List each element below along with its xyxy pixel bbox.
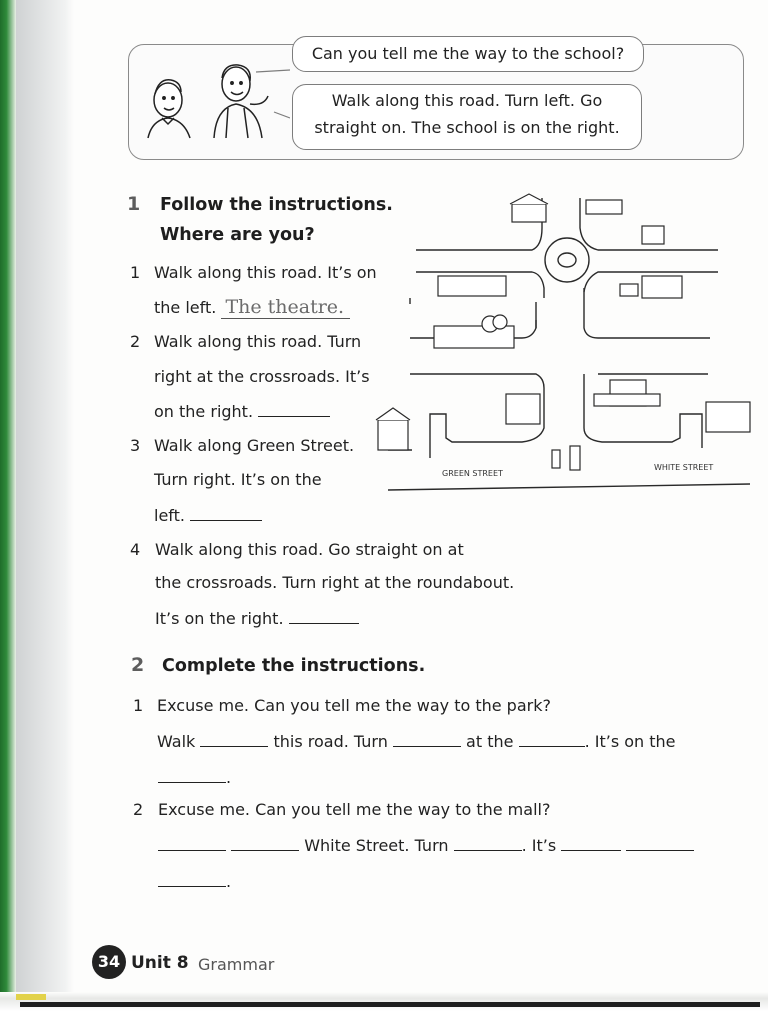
ex2-item2-blank4[interactable] xyxy=(561,836,621,851)
page-bottom-edge xyxy=(0,992,768,1024)
ex1-item3-line1: Walk along Green Street. xyxy=(154,436,355,455)
page-binding-edge xyxy=(0,0,16,1024)
ex1-item1-line2 xyxy=(154,297,350,318)
ex1-item3-answer-blank[interactable] xyxy=(190,506,262,521)
ex1-item4-line2: the crossroads. Turn right at the roundabout. xyxy=(155,573,515,592)
green-street-label: GREEN STREET xyxy=(442,469,503,478)
ex2-item1-word4: . It’s on the xyxy=(584,732,676,751)
ex1-item3-line3 xyxy=(154,506,262,526)
ex1-item2-number: 2 xyxy=(130,332,141,351)
page-number-badge: 34 xyxy=(92,945,126,979)
answer-speech-bubble xyxy=(292,84,642,150)
question-speech-bubble xyxy=(292,36,644,72)
ex2-item1-line2 xyxy=(158,768,231,788)
ex1-item2-line2: right at the crossroads. It’s xyxy=(154,367,370,386)
ex2-item2-line2 xyxy=(158,872,231,892)
ex1-item1-line1: Walk along this road. It’s on xyxy=(154,263,377,282)
ex2-item1-word2: this road. Turn xyxy=(273,732,388,751)
answer-text-line1: Walk along this road. Turn left. Go xyxy=(331,91,603,110)
ex2-item2-word2: . It’s xyxy=(521,836,557,855)
ex2-item1-number: 1 xyxy=(133,696,144,715)
ex1-item3-line3-text: left. xyxy=(154,506,185,525)
ex1-item1-number: 1 xyxy=(130,263,141,282)
ex2-item1-answer-line xyxy=(157,732,676,752)
ex1-item2-line1: Walk along this road. Turn xyxy=(154,332,362,351)
ex1-item4-line3-text: It’s on the right. xyxy=(155,609,284,628)
ex2-item1-end: . xyxy=(226,768,232,787)
street-map xyxy=(372,188,756,500)
ex1-item4-number: 4 xyxy=(130,540,141,559)
ex1-item3-number: 3 xyxy=(130,436,141,455)
answer-text-line2: straight on. The school is on the right. xyxy=(314,118,620,137)
ex2-item2-number: 2 xyxy=(133,800,144,819)
ex2-item1-word3: at the xyxy=(466,732,514,751)
exercise2-title: Complete the instructions. xyxy=(162,656,426,676)
exercise2-number: 2 xyxy=(131,654,145,676)
white-street-label: WHITE STREET xyxy=(654,463,714,472)
ex2-item1-blank3[interactable] xyxy=(519,732,585,747)
ex2-item1-blank2[interactable] xyxy=(393,732,461,747)
ex2-item1-blank1[interactable] xyxy=(200,732,268,747)
ex1-item1-answer[interactable]: The theatre. xyxy=(221,296,350,319)
two-boys-illustration xyxy=(140,56,290,146)
ex2-item2-word1: White Street. Turn xyxy=(304,836,449,855)
ex1-item3-line2: Turn right. It’s on the xyxy=(154,470,322,489)
question-text: Can you tell me the way to the school? xyxy=(311,44,625,63)
ex1-item2-line3 xyxy=(154,402,330,422)
exercise1-title-line1: Follow the instructions. xyxy=(160,195,393,215)
ex2-item1-question: Excuse me. Can you tell me the way to the park? xyxy=(157,696,551,715)
exercise1-number: 1 xyxy=(127,193,141,215)
ex1-item4-line3 xyxy=(155,609,359,629)
ex1-item2-answer-blank[interactable] xyxy=(258,402,330,417)
ex2-item2-answer-line xyxy=(158,836,694,856)
ex2-item2-question: Excuse me. Can you tell me the way to the mall? xyxy=(158,800,551,819)
ex1-item1-line2-text: the left. xyxy=(154,298,217,317)
ex2-item1-word1: Walk xyxy=(157,732,196,751)
ex2-item2-blank6[interactable] xyxy=(158,872,226,887)
exercise1-title-line2: Where are you? xyxy=(160,225,315,245)
ex2-item1-blank4[interactable] xyxy=(158,768,226,783)
ex2-item2-end: . xyxy=(226,872,232,891)
ex1-item2-line3-text: on the right. xyxy=(154,402,254,421)
ex2-item2-blank2[interactable] xyxy=(231,836,299,851)
ex2-item2-blank3[interactable] xyxy=(454,836,522,851)
footer-unit-label: Unit 8 xyxy=(131,953,189,973)
ex1-item4-answer-blank[interactable] xyxy=(289,609,359,624)
ex2-item2-blank5[interactable] xyxy=(626,836,694,851)
page-shadow xyxy=(16,0,74,1000)
ex2-item2-blank1[interactable] xyxy=(158,836,226,851)
footer-section-label: Grammar xyxy=(198,955,275,974)
ex1-item4-line1: Walk along this road. Go straight on at xyxy=(155,540,464,559)
